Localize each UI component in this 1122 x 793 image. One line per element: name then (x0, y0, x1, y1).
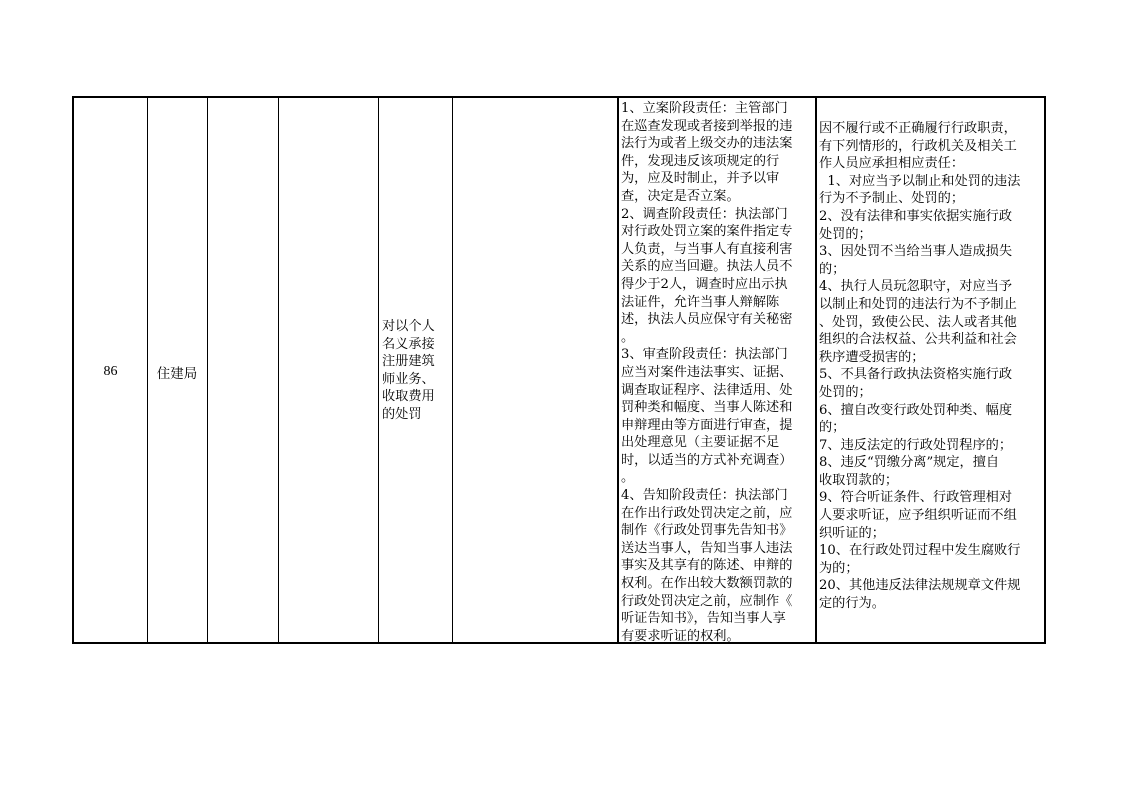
column-divider (378, 98, 379, 642)
responsibility-line: 行政处罚决定之前，应制作《 (621, 593, 793, 609)
item-name-line: 名义承接 (382, 336, 435, 352)
accountability-line: 定的行为。 (819, 596, 885, 612)
accountability-line: 织听证的； (819, 525, 885, 541)
responsibility-line: 应当对案件违法事实、证据、 (621, 364, 793, 380)
item-name-line: 对以个人 (382, 319, 435, 334)
accountability-line: 为的； (819, 560, 859, 576)
responsibility-line: 调查取证程序、法律适用、处 (621, 382, 793, 398)
responsibility-cell (621, 100, 813, 644)
accountability-line: 9、符合听证条件、行政管理相对 (819, 490, 1013, 506)
responsibility-line: 对行政处罚立案的案件指定专 (621, 224, 793, 240)
row-number: 86 (103, 364, 118, 379)
responsibility-line: 4、告知阶段责任：执法部门 (621, 488, 788, 504)
penalty-table (72, 96, 1046, 644)
item-name-line: 的处罚 (382, 406, 422, 422)
item-name-line: 注册建筑 (382, 354, 435, 370)
accountability-line: 作人员应承担相应责任： (819, 156, 965, 172)
responsibility-line: 3、审查阶段责任：执法部门 (621, 347, 788, 363)
responsibility-line: 关系的应当回避。执法人员不 (621, 259, 793, 275)
column-divider (207, 98, 208, 642)
responsibility-line: 1、立案阶段责任：主管部门 (621, 101, 788, 116)
accountability-line: 20、其他违反法律法规规章文件规 (819, 578, 1021, 594)
responsibility-line: 件，发现违反该项规定的行 (621, 153, 780, 169)
responsibility-line: 查，决定是否立案。 (621, 188, 740, 204)
column-divider (278, 98, 279, 642)
responsibility-line: 。 (621, 470, 635, 486)
responsibility-line: 为，应及时制止，并予以审 (621, 171, 780, 187)
responsibility-line: 2、调查阶段责任：执法部门 (621, 206, 788, 222)
responsibility-line: 听证告知书》，告知当事人享 (621, 611, 786, 627)
responsibility-line: 得少于2人，调查时应出示执 (621, 276, 788, 292)
responsibility-line: 事实及其享有的陈述、申辩的 (621, 558, 793, 574)
accountability-line: 6、擅自改变行政处罚种类、幅度 (819, 402, 1013, 418)
responsibility-line: 述，执法人员应保守有关秘密 (621, 312, 793, 328)
responsibility-line: 权利。在作出较大数额罚款的 (621, 576, 793, 592)
accountability-line: 有下列情形的，行政机关及相关工 (819, 138, 1017, 154)
accountability-line: 的； (819, 261, 846, 277)
accountability-line: 收取罚款的； (819, 472, 899, 488)
item-name-line: 师业务、 (382, 371, 435, 387)
responsibility-line: 法行为或者上级交办的违法案 (621, 136, 793, 152)
responsibility-line: 罚种类和幅度、当事人陈述和 (621, 400, 793, 416)
accountability-cell (819, 120, 1045, 613)
accountability-line: 因不履行或不正确履行行政职责， (819, 121, 1017, 136)
accountability-line: 2、没有法律和事实依据实施行政 (819, 208, 1013, 224)
accountability-line: 人要求听证，应予组织听证而不组 (819, 508, 1017, 524)
accountability-line: 1、对应当予以制止和处罚的违法 (819, 173, 1021, 189)
accountability-line: 7、违反法定的行政处罚程序的； (819, 437, 1013, 453)
responsibility-line: 。 (621, 329, 635, 345)
item-name-cell (382, 318, 452, 424)
column-divider (815, 98, 817, 642)
column-divider (617, 98, 619, 642)
accountability-line: 行为不予制止、处罚的； (819, 191, 965, 207)
accountability-line: 的； (819, 420, 846, 436)
accountability-line: 、处罚，致使公民、法人或者其他 (819, 314, 1017, 330)
responsibility-line: 送达当事人，告知当事人违法 (621, 540, 793, 556)
department-cell: 住建局 (156, 366, 198, 382)
accountability-line: 10、在行政处罚过程中发生腐败行 (819, 543, 1021, 559)
item-name-line: 收取费用 (382, 389, 435, 405)
responsibility-line: 出处理意见（主要证据不足 (621, 435, 780, 451)
accountability-line: 处罚的； (819, 226, 872, 242)
responsibility-line: 人负责，与当事人有直接利害 (621, 241, 793, 257)
accountability-line: 处罚的； (819, 384, 872, 400)
accountability-line: 秩序遭受损害的； (819, 349, 925, 365)
responsibility-line: 时，以适当的方式补充调查） (621, 452, 793, 468)
responsibility-line: 有要求听证的权利。 (621, 628, 740, 644)
accountability-line: 以制止和处罚的违法行为不予制止 (819, 296, 1017, 312)
column-divider (452, 98, 453, 642)
responsibility-line: 制作《行政处罚事先告知书》 (621, 523, 793, 539)
accountability-line: 组织的合法权益、公共利益和社会 (819, 332, 1017, 348)
accountability-line: 4、执行人员玩忽职守，对应当予 (819, 279, 1013, 295)
accountability-line: 3、因处罚不当给当事人造成损失 (819, 244, 1013, 260)
responsibility-line: 在作出行政处罚决定之前，应 (621, 505, 793, 521)
accountability-line: 5、不具备行政执法资格实施行政 (819, 367, 1013, 383)
accountability-line: 8、违反“罚缴分离”规定，擅自 (819, 455, 1000, 471)
responsibility-line: 申辩理由等方面进行审查，提 (621, 417, 793, 433)
responsibility-line: 法证件，允许当事人辩解陈 (621, 294, 780, 310)
responsibility-line: 在巡查发现或者接到举报的违 (621, 118, 793, 134)
